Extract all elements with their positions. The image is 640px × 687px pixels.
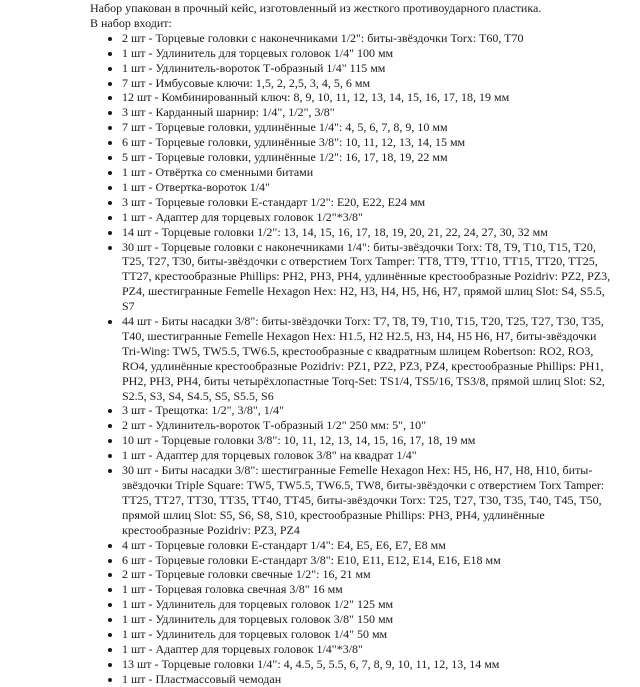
list-item: • 6 шт - Торцевые головки Е-стандарт 3/8": Е10, Е11, Е12, Е14, Е16, Е18 мм [122,553,612,568]
list-item: • 12 шт - Комбинированный ключ: 8, 9, 10, 11, 12, 13, 14, 15, 16, 17, 18, 19 мм [122,90,612,105]
list-item: • 1 шт - Удлинитель для торцевых головок 1/2" 125 мм [122,597,612,612]
list-item: • 1 шт - Удлинитель-вороток Т-образный 1/4" 115 мм [122,61,612,76]
intro-text: Набор упакован в прочный кейс, изготовленный из жесткого противоударного пластика. [90,1,542,15]
items-list [0,31,612,687]
list-item: • 2 шт - Удлинитель-вороток Т-образный 1/2" 250 мм: 5", 10" [122,418,612,433]
list-item: • 1 шт - Торцевая головка свечная 3/8" 16 мм [122,582,612,597]
list-item: • 6 шт - Торцевые головки, удлинённые 3/8": 10, 11, 12, 13, 14, 15 мм [122,135,612,150]
list-item: • 10 шт - Торцевые головки 3/8": 10, 11, 12, 13, 14, 15, 16, 17, 18, 19 мм [122,433,612,448]
list-item: • 30 шт - Биты насадки 3/8": шестигранные Femelle Hexagon Hex: H5, H6, H7, H8, H10, биты-звёздочки Triple Square: TW5, TW5.5, TW6.5, TW8, биты-звёздочки с отверстием Torx Tamper: TT25, TT27, TT30, TT35, TT40, TT45, биты-звёздочки Torx: T25, T27, T30, T35, T40, T45, T50, прямой шлиц Slot: S5, S6, S8, S10, крестообразные Phillips: PH3, PH4, удлинённые крестообразные Pozidriv: PZ3, PZ4 [122,463,612,538]
list-item: • 44 шт - Биты насадки 3/8": биты-звёздочки Torx: T7, T8, T9, T10, T15, T20, T25, T27, T30, T35, T40, шестигранные Femelle Hexagon Hex: H1.5, H2 H2.5, H3, H4, H5 H6, H7, биты-звёздочки Tri-Wing: TW5, TW5.5, TW6.5, крестообразные с квадратным шлицем Robertson: RO2, RO3, RO4, удлинённые крестообразные Pozidriv: PZ1, PZ2, PZ3, PZ4, крестообразные Phillips: PH1, PH2, PH3, PH4, биты четырёхлопастные Torq-Set: TS1/4, TS5/16, TS3/8, прямой шлиц Slot: S2, S2.5, S3, S4, S4.5, S5, S5.5, S6 [122,314,612,403]
list-item: • 2 шт - Торцевые головки с наконечниками 1/2": биты-звёздочки Torx: T60, T70 [122,31,612,46]
list-item: • 3 шт - Трещотка: 1/2", 3/8", 1/4" [122,403,612,418]
set-contents-heading: В набор входит: [90,15,172,30]
list-item: • 1 шт - Адаптер для торцевых головок 1/4"*3/8" [122,642,612,657]
list-item: • 1 шт - Удлинитель для торцевых головок 3/8" 150 мм [122,612,612,627]
list-item: • 2 шт - Торцевые головки свечные 1/2": 16, 21 мм [122,567,612,582]
list-item: • 1 шт - Удлинитель для торцевых головок 1/4" 50 мм [122,627,612,642]
list-item: • 1 шт - Отвёртка со сменными битами [122,165,612,180]
list-item: • 13 шт - Торцевые головки 1/4": 4, 4.5, 5, 5.5, 6, 7, 8, 9, 10, 11, 12, 13, 14 мм [122,657,612,672]
list-item: • 1 шт - Отвертка-вороток 1/4" [122,180,612,195]
intro [90,0,640,31]
list-item: • 3 шт - Карданный шарнир: 1/4", 1/2", 3/8" [122,105,612,120]
list-item: • 14 шт - Торцевые головки 1/2": 13, 14, 15, 16, 17, 18, 19, 20, 21, 22, 24, 27, 30, 32 мм [122,225,612,240]
list-item: • 1 шт - Пластмассовый чемодан [122,672,612,687]
list-item: • 7 шт - Имбусовые ключи: 1,5, 2, 2,5, 3, 4, 5, 6 мм [122,76,612,91]
list-item: • 5 шт - Торцевые головки, удлинённые 1/2": 16, 17, 18, 19, 22 мм [122,150,612,165]
list-item: • 7 шт - Торцевые головки, удлинённые 1/4": 4, 5, 6, 7, 8, 9, 10 мм [122,120,612,135]
list-item: • 30 шт - Торцевые головки с наконечниками 1/4": биты-звёздочки Torx: T8, T9, T10, T15, T20, T25, T27, T30, биты-звёздочки с отверстием Torx Tamper: TT8, TT9, TT10, TT15, TT20, TT25, TT27, крестообразные Phillips: PH2, PH3, PH4, удлинённые крестообразные Pozidriv: PZ2, PZ3, PZ4, шестигранные Femelle Hexagon Hex: H2, H3, H4, H5, H6, H7, прямой шлиц Slot: S4, S5.5, S7 [122,240,612,315]
list-item: • 1 шт - Удлинитель для торцевых головок 1/4" 100 мм [122,46,612,61]
list-item: • 1 шт - Адаптер для торцевых головок 1/2"*3/8" [122,210,612,225]
list-item: • 1 шт - Адаптер для торцевых головок 3/8" на квадрат 1/4" [122,448,612,463]
list-item: • 4 шт - Торцевые головки Е-стандарт 1/4": Е4, Е5, Е6, Е7, Е8 мм [122,538,612,553]
list-item: • 3 шт - Торцевые головки Е-стандарт 1/2": Е20, Е22, Е24 мм [122,195,612,210]
